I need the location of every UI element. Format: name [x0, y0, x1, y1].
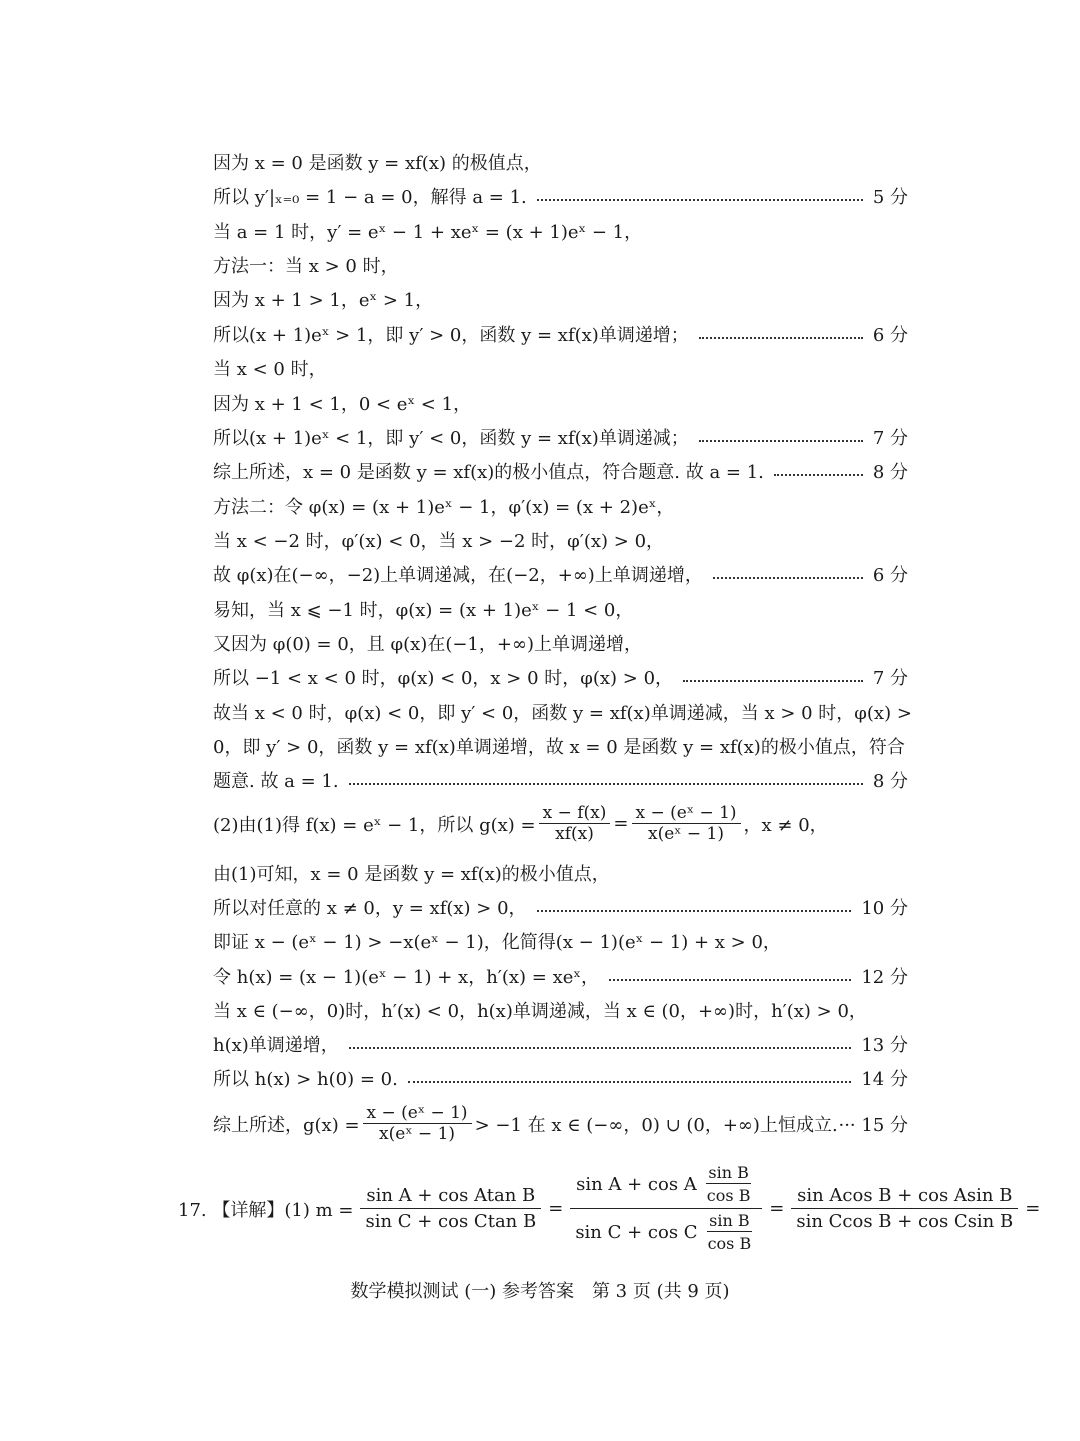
dot-leader [537, 199, 863, 201]
dot-leader [699, 440, 863, 442]
solution-line [213, 151, 908, 177]
part2-equation [213, 803, 828, 844]
solution-line [213, 666, 908, 692]
fraction-numerator: x − (eˣ − 1) [632, 803, 741, 824]
solution-line [213, 392, 908, 418]
solution-line [213, 965, 908, 991]
conclusion-suffix: > −1 在 x ∈ (−∞，0) ∪ (0，+∞)上恒成立. [474, 1114, 838, 1136]
dot-leader [683, 680, 863, 682]
line-text: 故 φ(x)在(−∞，−2)上单调递减，在(−2，+∞)上单调递增， [213, 565, 703, 586]
line-text: 方法二：令 φ(x) = (x + 1)eˣ − 1，φ′(x) = (x + 2)eˣ， [213, 497, 675, 518]
fraction-denominator: cos B [707, 1234, 752, 1253]
solution-line [213, 862, 908, 888]
solution-line [213, 632, 908, 658]
solution-line [213, 701, 912, 727]
line-text: 故当 x < 0 时，φ(x) < 0，即 y′ < 0，函数 y = xf(x)单调递减，当 x > 0 时，φ(x) > [213, 703, 912, 724]
fraction-denominator: sin Ccos B + cos Csin B [796, 1211, 1014, 1232]
line-text: 当 x ∈ (−∞，0)时，h′(x) < 0，h(x)单调递减，当 x ∈ (0，+∞)时，h′(x) > 0， [213, 1001, 867, 1022]
line-text: 由(1)可知，x = 0 是函数 y = xf(x)的极小值点， [213, 864, 610, 885]
score-label: 7 分 [872, 428, 908, 449]
score-label: 8 分 [872, 462, 908, 483]
line-text: 当 a = 1 时，y′ = eˣ − 1 + xeˣ = (x + 1)eˣ − 1， [213, 222, 643, 243]
fraction-g-1 [539, 803, 611, 844]
score-label: 6 分 [872, 325, 908, 346]
dot-leader [408, 1081, 852, 1083]
fraction-numerator: x − f(x) [539, 803, 611, 824]
line-text: h(x)单调递增， [213, 1035, 339, 1056]
fraction-m-1 [359, 1185, 542, 1232]
solution-line [213, 185, 908, 211]
line-text: 所以 h(x) > h(0) = 0. [213, 1069, 398, 1090]
fraction-tan-b [701, 1163, 757, 1206]
line-text: 题意. 故 a = 1. [213, 771, 339, 792]
numerator-text: sin A + cos A [576, 1174, 697, 1195]
line-text: 又因为 φ(0) = 0，且 φ(x)在(−1，+∞)上单调递增， [213, 634, 642, 655]
fraction-denominator: x(eˣ − 1) [648, 824, 725, 844]
score-label: 10 分 [861, 898, 908, 919]
fraction-denominator: xf(x) [555, 824, 594, 844]
dot-leader [713, 577, 863, 579]
score-label: 14 分 [861, 1069, 908, 1090]
solution-line [213, 357, 908, 383]
dot-leader [609, 979, 851, 981]
equals-sign: = [548, 1198, 564, 1219]
score-label: 8 分 [872, 771, 908, 792]
solution-line [213, 495, 908, 521]
line-text: 令 h(x) = (x − 1)(eˣ − 1) + x，h′(x) = xeˣ， [213, 967, 600, 988]
solution-line [213, 896, 908, 922]
fraction-denominator: sin C + cos Ctan B [365, 1211, 537, 1232]
fraction-tan-b [702, 1211, 758, 1254]
fraction-numerator [570, 1163, 762, 1209]
solution-line [213, 288, 908, 314]
line-text: 所以 y′|ₓ₌₀ = 1 − a = 0，解得 a = 1. [213, 187, 527, 208]
line-text: 所以 −1 < x < 0 时，φ(x) < 0，x > 0 时，φ(x) > 0， [213, 668, 674, 689]
line-text: 方法一：当 x > 0 时， [213, 256, 399, 277]
line-text: 当 x < 0 时， [213, 359, 327, 380]
conclusion-line [213, 1103, 908, 1144]
fraction-numerator: sin A + cos Atan B [360, 1185, 541, 1209]
fraction-numerator: sin B [708, 1163, 749, 1182]
solution-line [213, 220, 908, 246]
part2-suffix: ，x ≠ 0， [743, 814, 828, 836]
solution-line [213, 254, 908, 280]
solution-line [213, 999, 908, 1025]
score-label: ··· 15 分 [838, 1114, 908, 1136]
solution-line [213, 460, 908, 486]
line-text: 即证 x − (eˣ − 1) > −x(eˣ − 1)，化简得(x − 1)(eˣ − 1) + x > 0， [213, 932, 781, 953]
line-text: 所以(x + 1)eˣ < 1，即 y′ < 0，函数 y = xf(x)单调递减； [213, 428, 689, 449]
solution-line [213, 930, 908, 956]
solution-line [213, 769, 908, 795]
fraction-m-3 [790, 1185, 1019, 1232]
dot-leader [537, 910, 852, 912]
fraction-numerator: sin Acos B + cos Asin B [791, 1185, 1018, 1209]
solution-line [213, 598, 908, 624]
question17-label: 17. 【详解】(1) m = [178, 1199, 354, 1221]
score-label: 12 分 [861, 967, 908, 988]
line-text: 因为 x + 1 > 1，eˣ > 1， [213, 290, 434, 311]
fraction-m-2 [569, 1163, 763, 1254]
line-text: 因为 x + 1 < 1，0 < eˣ < 1， [213, 394, 472, 415]
score-label: 13 分 [861, 1035, 908, 1056]
dot-leader [699, 337, 863, 339]
line-text: 0，即 y′ > 0，函数 y = xf(x)单调递增，故 x = 0 是函数 y = xf(x)的极小值点，符合 [213, 737, 905, 758]
line-text: 因为 x = 0 是函数 y = xf(x) 的极值点， [213, 153, 542, 174]
fraction-denominator: x(eˣ − 1) [379, 1124, 456, 1144]
conclusion-prefix: 综上所述，g(x) = [213, 1114, 360, 1136]
solution-line [213, 1067, 908, 1093]
fraction-numerator: x − (eˣ − 1) [363, 1103, 472, 1124]
fraction-conclusion [363, 1103, 472, 1144]
score-label: 7 分 [872, 668, 908, 689]
equals-sign: = [1025, 1198, 1041, 1219]
solution-line [213, 529, 908, 555]
solution-line [213, 323, 908, 349]
part2-prefix: (2)由(1)得 f(x) = eˣ − 1，所以 g(x) = [213, 814, 536, 836]
solution-line [213, 426, 908, 452]
page-footer: 数学模拟测试 (一) 参考答案 第 3 页 (共 9 页) [350, 1281, 730, 1302]
score-label: 5 分 [872, 187, 908, 208]
equals-sign: = [613, 813, 629, 834]
question17-line [178, 1163, 1040, 1254]
line-text: 所以对任意的 x ≠ 0，y = xf(x) > 0， [213, 898, 527, 919]
solution-line [213, 563, 908, 589]
solution-line [213, 735, 908, 761]
fraction-denominator [569, 1209, 763, 1254]
line-text: 当 x < −2 时，φ′(x) < 0，当 x > −2 时，φ′(x) > 0， [213, 531, 665, 552]
dot-leader [349, 783, 863, 785]
fraction-numerator: sin B [709, 1211, 750, 1230]
dot-leader [349, 1047, 852, 1049]
score-label: 6 分 [872, 565, 908, 586]
fraction-g-2 [632, 803, 741, 844]
dot-leader [774, 474, 863, 476]
denominator-text: sin C + cos C [575, 1222, 698, 1243]
line-text: 综上所述，x = 0 是函数 y = xf(x)的极小值点，符合题意. 故 a = 1. [213, 462, 764, 483]
fraction-denominator: cos B [706, 1186, 751, 1205]
equals-sign: = [769, 1198, 785, 1219]
line-text: 易知，当 x ⩽ −1 时，φ(x) = (x + 1)eˣ − 1 < 0， [213, 600, 634, 621]
line-text: 所以(x + 1)eˣ > 1，即 y′ > 0，函数 y = xf(x)单调递增； [213, 325, 689, 346]
solution-line [213, 1033, 908, 1059]
